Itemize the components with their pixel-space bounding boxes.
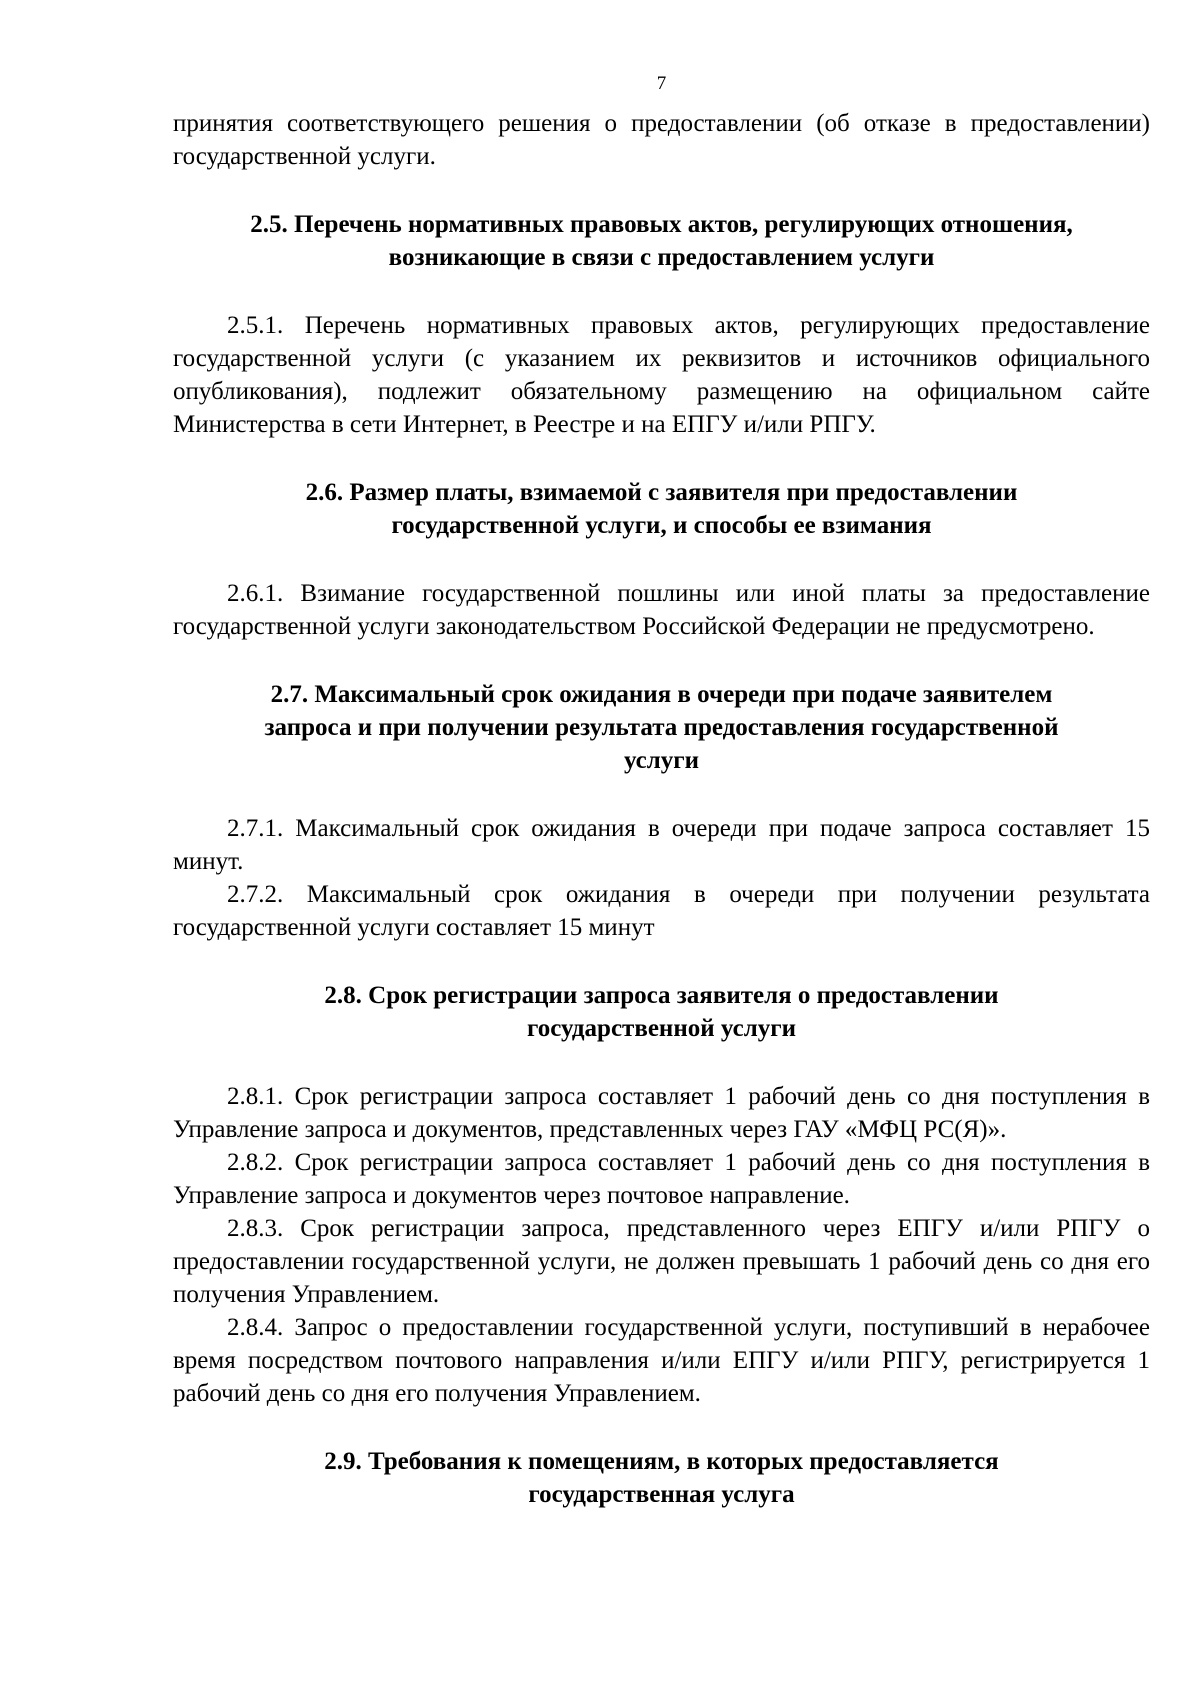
heading-line: 2.5. Перечень нормативных правовых актов, регулирующих отношения, [250, 211, 1073, 238]
paragraph-2-8-2: 2.8.2. Срок регистрации запроса составляет 1 рабочий день со дня поступления в Управление запроса и документов через почтовое направление. [173, 1149, 1150, 1209]
heading-line: государственная услуга [528, 1481, 795, 1508]
section-heading-2-6 [173, 476, 1150, 542]
paragraph-2-6-1: 2.6.1. Взимание государственной пошлины или иной платы за предоставление государственной услуги законодательством Российской Федерации не предусмотрено. [173, 580, 1150, 640]
heading-line: запроса и при получении результата предоставления государственной [264, 714, 1059, 741]
heading-line: услуги [623, 747, 700, 774]
paragraph-2-5-1: 2.5.1. Перечень нормативных правовых актов, регулирующих предоставление государственной услуги (с указанием их реквизитов и источников официального опубликования), подлежит обязательному размещению на официальном сайте Министерства в сети Интернет, в Реестре и на ЕПГУ и/или РПГУ. [173, 312, 1150, 438]
paragraph-2-7-2: 2.7.2. Максимальный срок ожидания в очереди при получении результата государственной услуги составляет 15 минут [173, 881, 1150, 941]
paragraph-2-8-4: 2.8.4. Запрос о предоставлении государственной услуги, поступивший в нерабочее время посредством почтового направления и/или ЕПГУ и/или РПГУ, регистрируется 1 рабочий день со дня его получения Управлением. [173, 1314, 1150, 1407]
heading-line: 2.9. Требования к помещениям, в которых предоставляется [324, 1448, 999, 1475]
section-heading-2-8 [173, 979, 1150, 1045]
page-number: 7 [656, 73, 667, 94]
heading-line: 2.8. Срок регистрации запроса заявителя о предоставлении [324, 982, 999, 1009]
intro-paragraph: принятия соответствующего решения о предоставлении (об отказе в предоставлении) государственной услуги. [173, 110, 1150, 170]
paragraph-2-7-1: 2.7.1. Максимальный срок ожидания в очереди при подаче запроса составляет 15 минут. [173, 815, 1150, 875]
section-heading-2-9 [173, 1445, 1150, 1511]
section-heading-2-7 [173, 678, 1150, 777]
document-page [173, 72, 1150, 1511]
paragraph-2-8-3: 2.8.3. Срок регистрации запроса, представленного через ЕПГУ и/или РПГУ о предоставлении государственной услуги, не должен превышать 1 рабочий день со дня его получения Управлением. [173, 1215, 1150, 1308]
section-heading-2-5 [173, 208, 1150, 274]
heading-line: государственной услуги [526, 1015, 797, 1042]
heading-line: 2.7. Максимальный срок ожидания в очереди при подаче заявителем [270, 681, 1053, 708]
paragraph-2-8-1: 2.8.1. Срок регистрации запроса составляет 1 рабочий день со дня поступления в Управление запроса и документов, представленных через ГАУ «МФЦ РС(Я)». [173, 1083, 1150, 1143]
heading-line: государственной услуги, и способы ее взимания [391, 512, 932, 539]
heading-line: возникающие в связи с предоставлением услуги [388, 244, 935, 271]
heading-line: 2.6. Размер платы, взимаемой с заявителя при предоставлении [305, 479, 1018, 506]
